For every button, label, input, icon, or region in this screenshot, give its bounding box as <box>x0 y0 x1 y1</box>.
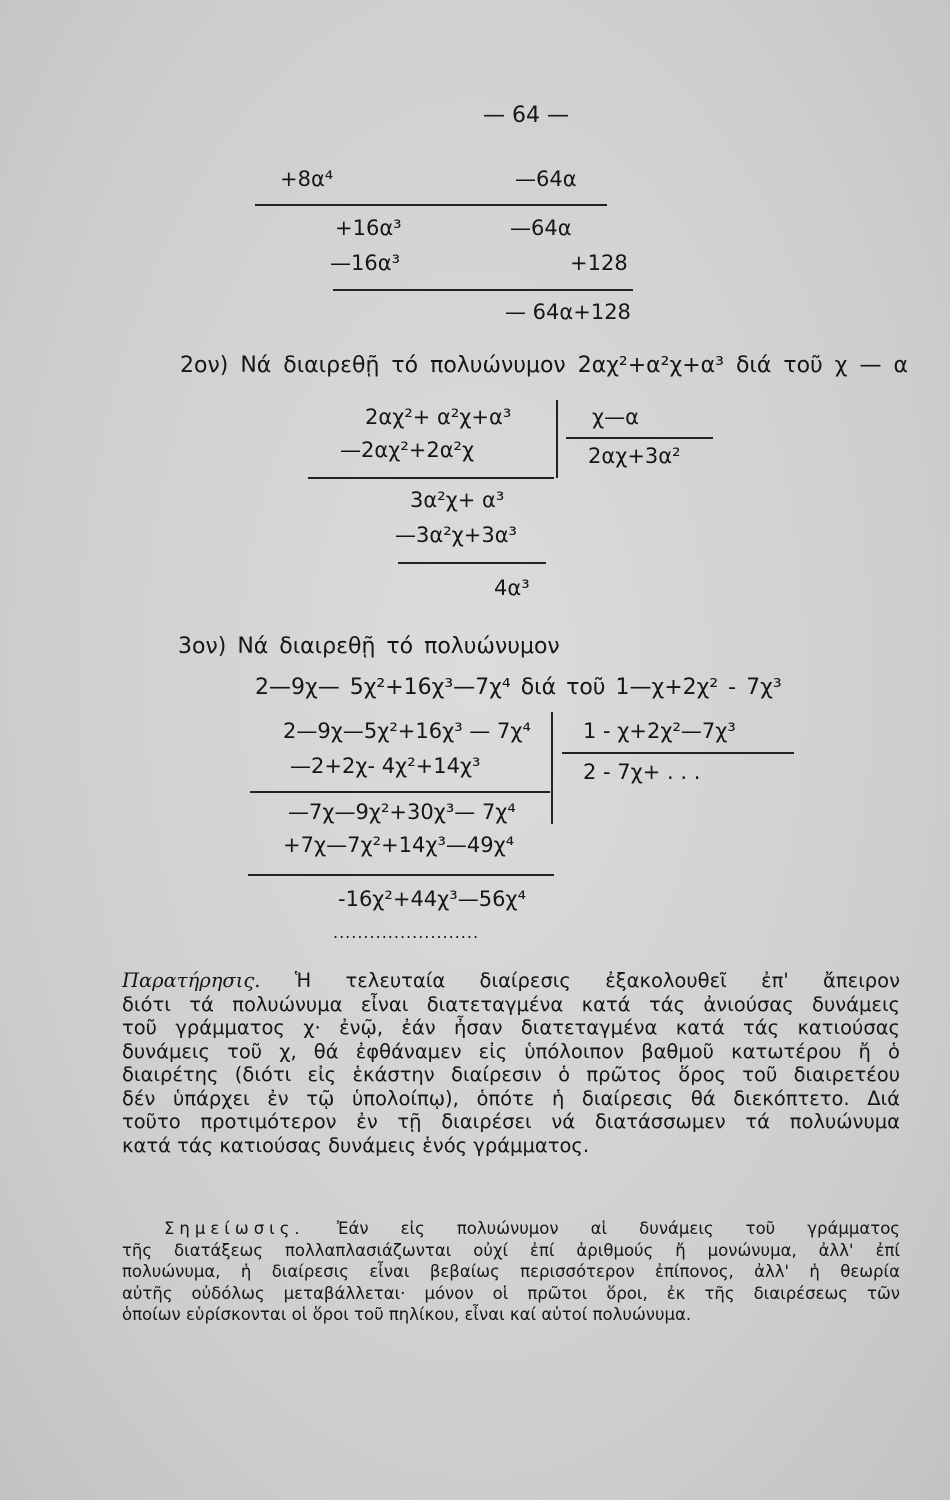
ex3-quotient: 2 - 7χ+ . . . <box>583 760 701 784</box>
ex2-remainder-step: 3α²χ+ α³ <box>410 488 505 512</box>
ellipsis-dots: ........................ <box>333 923 480 942</box>
note-paragraph <box>122 1218 900 1326</box>
division-line <box>308 477 554 479</box>
ex3-subtract: +7χ—7χ²+14χ³—49χ⁴ <box>283 833 515 857</box>
example-3-heading: 3ον) Νά διαιρεθῇ τό πολυώνυμον <box>178 634 560 659</box>
note-line: πολυώνυμα, ἡ διαίρεσις εἶναι βεβαίως περισσότερον ἐπίπονος, ἀλλ' ἡ θεωρία <box>122 1262 900 1281</box>
ex3-remainder: -16χ²+44χ³—56χ⁴ <box>338 887 526 911</box>
ex3-subtract: —2+2χ- 4χ²+14χ³ <box>290 754 481 778</box>
note-line: Σημείωσις. Ἐάν εἰς πολυώνυμον αἱ δυνάμεις τοῦ γράμματος <box>164 1219 900 1238</box>
observation-line: Παρατήρησις. Ἡ τελευταία διαίρεσις ἐξακολουθεῖ ἐπ' ἄπειρον <box>122 969 900 992</box>
continuation-term: +16α³ <box>335 216 402 240</box>
division-line <box>333 289 633 291</box>
division-line <box>566 437 713 439</box>
example-3-problem: 2—9χ— 5χ²+16χ³—7χ⁴ διά τοῦ 1—χ+2χ² - 7χ³ <box>255 675 782 700</box>
observation-label: Παρατήρησις. <box>122 969 261 992</box>
note-label: Σημείωσις. <box>164 1219 305 1238</box>
continuation-term: +128 <box>570 251 628 275</box>
ex3-dividend: 2—9χ—5χ²+16χ³ — 7χ⁴ <box>283 719 531 743</box>
division-line <box>250 791 550 793</box>
ex2-remainder: 4α³ <box>494 576 530 600</box>
observation-line: δέν ὑπάρχει ἐν τῷ ὑπολοίπῳ), ὁπότε ἡ διαίρεσις θά διεκόπτετο. Διά <box>122 1086 900 1110</box>
observation-line: τοῦτο προτιμότερον ἐν τῇ διαιρέσει νά διατάσσωμεν τά πολυώνυμα <box>122 1110 900 1133</box>
observation-paragraph <box>122 969 900 1157</box>
division-line <box>255 204 607 206</box>
continuation-term: —16α³ <box>330 251 400 275</box>
page-number: — 64 — <box>483 103 569 128</box>
ex3-remainder-step: —7χ—9χ²+30χ³— 7χ⁴ <box>288 800 516 824</box>
ex2-subtract: —3α²χ+3α³ <box>395 523 517 547</box>
division-bracket <box>551 712 553 824</box>
example-2-heading: 2ον) Νά διαιρεθῇ τό πολυώνυμον 2αχ²+α²χ+α³ διά τοῦ χ — α <box>180 353 908 378</box>
observation-line: τοῦ γράμματος χ· ἐνῷ, ἐάν ἦσαν διατεταγμένα κατά τάς κατιούσας <box>122 1016 900 1039</box>
note-line: αὐτῆς οὐδόλως μεταβάλλεται· μόνον οἱ πρῶτοι ὅροι, ἐκ τῆς διαιρέσεως τῶν <box>122 1283 900 1303</box>
observation-line: δυνάμεις τοῦ χ, θά ἐφθάναμεν εἰς ὑπόλοιπον βαθμοῦ κατωτέρου ἤ ὁ <box>122 1039 900 1063</box>
note-line: τῆς διατάξεως πολλαπλασιάζωνται οὐχί ἐπί ἀριθμούς ἤ μονώνυμα, ἀλλ' ἐπί <box>122 1240 900 1260</box>
ex3-divisor: 1 - χ+2χ²—7χ³ <box>583 719 736 743</box>
continuation-result: — 64α+128 <box>505 300 631 324</box>
division-line <box>398 562 546 564</box>
note-line: ὁποίων εὑρίσκονται οἱ ὅροι τοῦ πηλίκου, εἶναι καί αὐτοί πολυώνυμα. <box>122 1305 692 1324</box>
observation-line: διότι τά πολυώνυμα εἶναι διατεταγμένα κατά τάς ἀνιούσας δυνάμεις <box>122 992 900 1016</box>
division-line <box>248 874 554 876</box>
ex2-quotient: 2αχ+3α² <box>588 444 681 468</box>
observation-line: διαιρέτης (διότι εἰς ἑκάστην διαίρεσιν ὁ πρῶτος ὅρος τοῦ διαιρετέου <box>122 1063 900 1086</box>
observation-line: κατά τάς κατιούσας δυνάμεις ἑνός γράμματος. <box>122 1133 590 1157</box>
ex2-subtract: —2αχ²+2α²χ <box>340 438 475 462</box>
ex2-dividend: 2αχ²+ α²χ+α³ <box>365 405 512 429</box>
continuation-term: +8α⁴ <box>280 167 334 191</box>
continuation-term: —64α <box>515 167 577 191</box>
division-bracket <box>556 400 558 478</box>
ex2-divisor: χ—α <box>592 405 639 429</box>
division-line <box>562 752 794 754</box>
continuation-term: —64α <box>510 216 572 240</box>
